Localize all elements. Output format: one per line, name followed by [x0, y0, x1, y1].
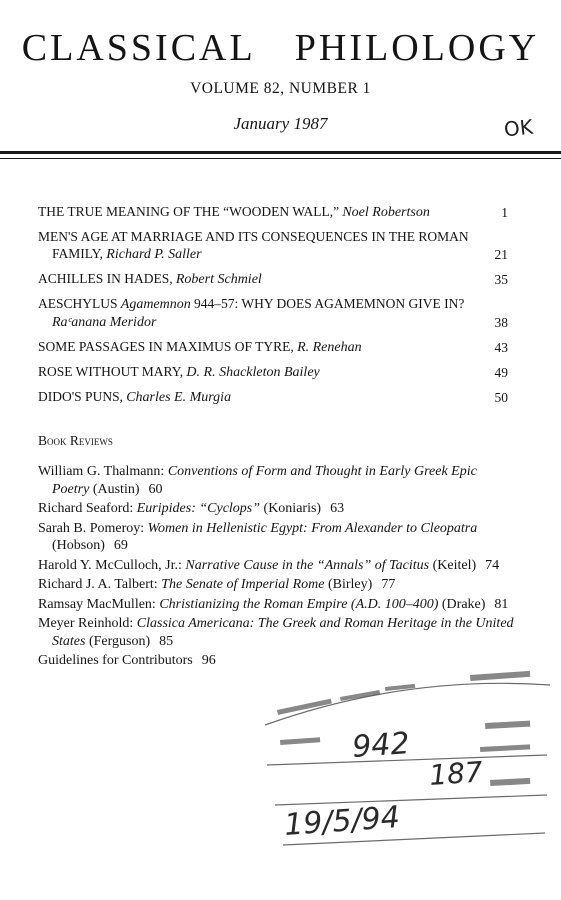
issue-date: January 1987 [233, 114, 328, 133]
article-title: ROSE WITHOUT MARY, [38, 364, 184, 379]
article-entry[interactable] [38, 270, 508, 288]
review-book-title: Women in Hellenistic Egypt: From Alexander to Cleopatra [147, 520, 478, 536]
handwritten-number: 942 [351, 726, 411, 765]
review-author: Ramsay MacMullen: [38, 596, 156, 612]
header-rule-thick [0, 151, 561, 154]
article-entry[interactable] [38, 203, 508, 221]
article-title: DIDO'S PUNS, [38, 389, 123, 404]
article-author: D. R. Shackleton Bailey [186, 365, 320, 380]
article-page: 1 [501, 205, 508, 220]
review-author: Richard Seaford: [38, 501, 134, 516]
article-author: Charles E. Murgia [126, 390, 232, 405]
review-entry[interactable] [38, 596, 516, 614]
review-entry[interactable] [38, 500, 516, 518]
review-reviewer: (Koniaris) [263, 501, 322, 516]
handwritten-ok-mark: OK [502, 114, 535, 142]
review-page: 69 [113, 538, 128, 553]
article-entry[interactable] [38, 228, 508, 263]
article-entry[interactable] [38, 338, 508, 356]
articles-list [38, 203, 508, 413]
review-reviewer: (Keitel) [432, 557, 477, 573]
review-book-title: Classica Americana: The Greek and Roman Heritage in the United States [52, 616, 514, 649]
review-page: 96 [201, 653, 216, 668]
article-page: 21 [494, 247, 508, 262]
review-reviewer: (Birley) [327, 577, 373, 592]
handwritten-number: 19/5/94 [283, 799, 401, 843]
article-entry[interactable] [38, 388, 508, 406]
article-page: 50 [494, 390, 508, 405]
book-reviews-heading: Book Reviews [38, 433, 113, 448]
review-book-title: Euripides: “Cyclops” [136, 501, 261, 516]
review-page: 74 [485, 557, 500, 573]
article-author: Noel Robertson [342, 205, 430, 220]
article-title: MEN'S AGE AT MARRIAGE AND ITS CONSEQUENCES IN THE ROMAN [38, 229, 469, 244]
handwritten-number: 187 [428, 755, 484, 792]
review-reviewer: (Drake) [441, 596, 486, 612]
article-author: R. Renehan [297, 340, 362, 355]
article-entry[interactable] [38, 363, 508, 381]
review-entry[interactable] [38, 576, 516, 594]
review-author: Harold Y. McCulloch, Jr.: [38, 557, 182, 573]
review-author: William G. Thalmann: [38, 464, 165, 479]
review-entry[interactable] [38, 557, 516, 575]
review-page: 81 [494, 596, 509, 612]
journal-title: CLASSICAL PHILOLOGY [21, 27, 540, 69]
book-reviews-list [38, 463, 516, 672]
article-page: 35 [494, 272, 508, 287]
article-entry[interactable] [38, 295, 508, 331]
review-entry[interactable] [38, 520, 516, 555]
review-author: Richard J. A. Talbert: [38, 577, 158, 592]
header-rule-thin [0, 158, 561, 159]
review-entry[interactable] [38, 463, 516, 498]
article-page: 49 [494, 365, 508, 380]
guidelines-label: Guidelines for Contributors [38, 653, 193, 668]
article-title-work: Agamemnon [120, 297, 191, 312]
review-author: Meyer Reinhold: [38, 616, 134, 631]
review-page: 63 [330, 501, 345, 516]
article-title-rest: 944–57: WHY DOES AGAMEMNON GIVE IN? [194, 296, 465, 311]
article-page: 43 [494, 340, 508, 355]
review-book-title: Conventions of Form and Thought in Early Greek Epic Poetry [52, 464, 477, 497]
review-entry[interactable] [38, 615, 516, 650]
article-author: Richard P. Saller [106, 247, 202, 262]
review-page: 60 [148, 481, 163, 497]
review-page: 85 [159, 633, 174, 649]
review-book-title: The Senate of Imperial Rome [161, 577, 325, 592]
library-stamp [255, 655, 555, 880]
article-title: SOME PASSAGES IN MAXIMUS OF TYRE, [38, 339, 294, 354]
review-reviewer: (Ferguson) [88, 633, 151, 649]
review-author: Sarah B. Pomeroy: [38, 520, 145, 536]
review-page: 77 [381, 577, 396, 592]
article-title: THE TRUE MEANING OF THE “WOODEN WALL,” [38, 204, 340, 219]
article-author: Raᶜanana Meridor [52, 315, 157, 330]
article-title: AESCHYLUS [38, 296, 118, 311]
review-reviewer: (Austin) [92, 481, 140, 497]
article-title-cont: FAMILY, [52, 246, 104, 261]
review-reviewer: (Hobson) [52, 538, 105, 553]
article-title: ACHILLES IN HADES, [38, 271, 173, 286]
review-book-title: Narrative Cause in the “Annals” of Tacitus [185, 557, 430, 573]
article-author: Robert Schmiel [175, 272, 262, 287]
volume-number: VOLUME 82, NUMBER 1 [190, 80, 371, 97]
stamp-line [275, 795, 547, 805]
article-page: 38 [494, 315, 508, 330]
review-book-title: Christianizing the Roman Empire (A.D. 100–400) [159, 596, 439, 612]
